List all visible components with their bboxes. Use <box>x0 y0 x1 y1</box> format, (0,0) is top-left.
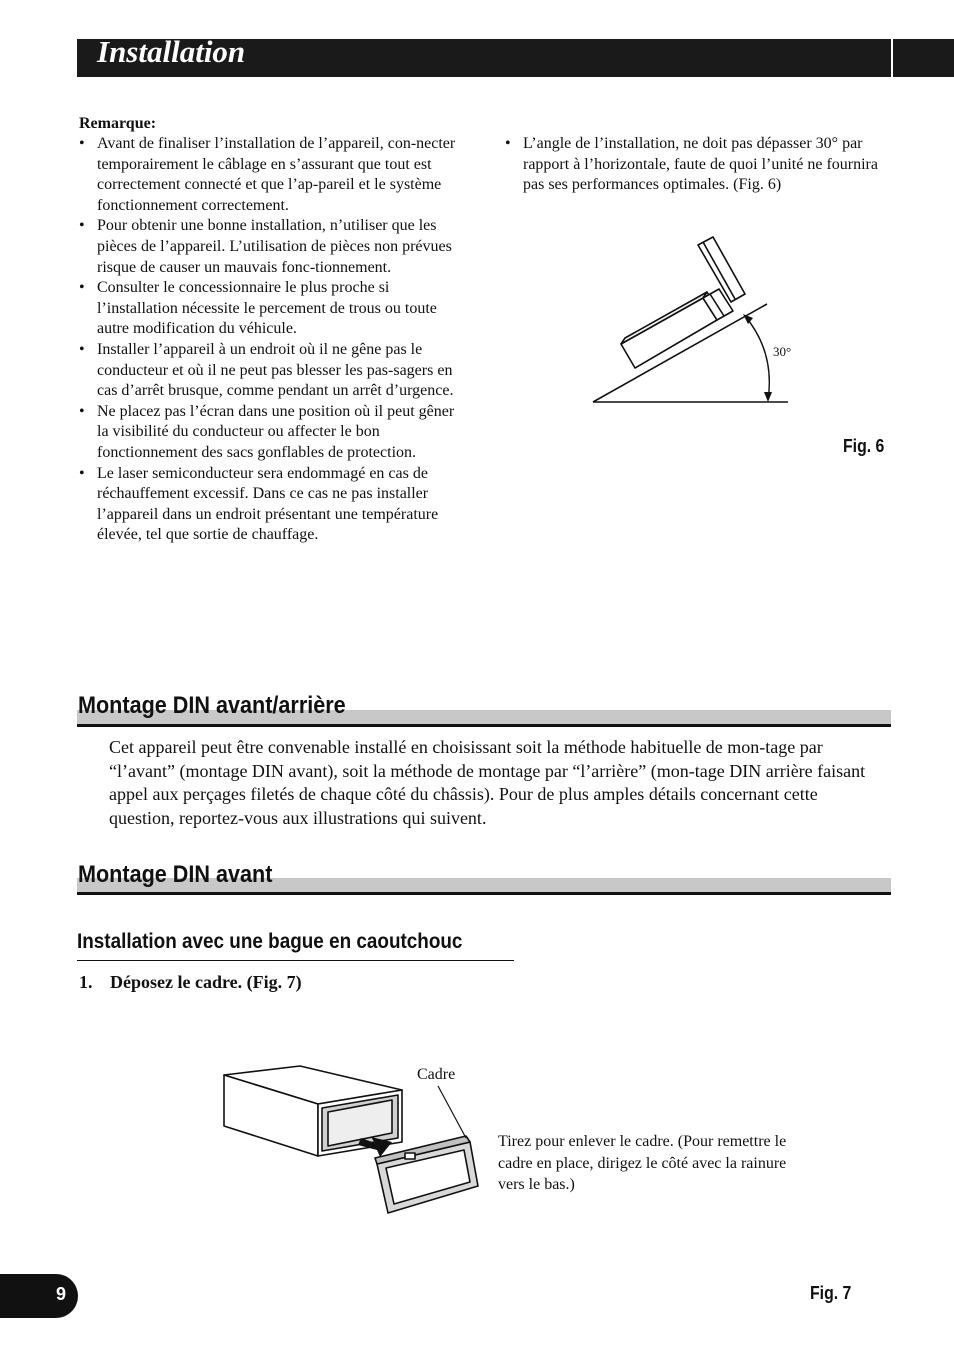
note-list-left <box>79 134 467 546</box>
note-item: • Ne placez pas l’écran dans une position où il peut gêner la visibilité du conducteur ou affecter le bon fonctionnement des sacs gonflables de protection. <box>79 402 467 464</box>
page-title: Installation <box>97 34 246 69</box>
section-heading-din-front-rear <box>77 690 891 730</box>
fig7-description: Tirez pour enlever le cadre. (Pour remettre le cadre en place, dirigez le côté avec la rainure vers le bas.) <box>498 1133 787 1193</box>
step-text: Déposez le cadre. (Fig. 7) <box>110 972 302 992</box>
section-title: Montage DIN avant/arrière <box>78 692 346 719</box>
note-item: • Le laser semiconducteur sera endommagé en cas de réchauffement excessif. Dans ce cas ne pas installer l’appareil dans un endroit présentant une température élevée, tel que sortie de chauffage. <box>79 464 467 546</box>
subsection-heading <box>77 930 514 961</box>
note-item: • Consulter le concessionnaire le plus proche si l’installation nécessite le percement de trous ou toute autre modification du véhicule. <box>79 278 467 340</box>
note-heading: Remarque: <box>79 115 157 132</box>
section-title: Montage DIN avant <box>78 861 273 888</box>
note-item: • Pour obtenir une bonne installation, n’utiliser que les pièces de l’appareil. L’utilisation de pièces non prévues risque de causer un mauvais fonc-tionnement. <box>79 216 467 278</box>
fig7-label: Fig. 7 <box>810 1283 852 1303</box>
note-item: • Installer l’appareil à un endroit où il ne gêne pas le conducteur et où il ne peut pas blesser les pas-sagers en cas d’arrêt brusque, comme pendant un arrêt d’urgence. <box>79 340 467 402</box>
fig6-angle-label: 30° <box>773 344 792 359</box>
fig6-illustration <box>585 232 805 412</box>
note-item: • Avant de finaliser l’installation de l’appareil, con-necter temporairement le câblage en s’assurant que tout est correctement connecté et que l’ap-pareil et le système fonctionnement correctement. <box>79 134 467 216</box>
section-heading-din-front <box>77 859 891 899</box>
subsection-title: Installation avec une bague en caoutchouc <box>77 930 463 953</box>
note-list-right <box>505 134 890 196</box>
header-divider <box>891 39 893 77</box>
step-1 <box>79 972 302 993</box>
fig6-label: Fig. 6 <box>843 436 885 456</box>
section-body: Cet appareil peut être convenable installé en choisissant soit la méthode habituelle de mon-tage par “l’avant” (montage DIN avant), soit la méthode de montage par “l’arrière” (mon-tage DIN arrière faisant appel aux perçages filetés de chaque côté du châssis). Pour de plus amples détails concernant cette question, reportez-vous aux illustrations qui suivent. <box>109 737 866 829</box>
fig7-caption: Cadre <box>417 1066 456 1083</box>
page-number: 9 <box>56 1284 67 1304</box>
step-number: 1. <box>79 972 93 992</box>
note-item: • L’angle de l’installation, ne doit pas dépasser 30° par rapport à l’horizontale, faute de quoi l’unité ne fournira pas ses performances optimales. (Fig. 6) <box>505 134 890 196</box>
page-number-badge <box>0 1274 78 1318</box>
